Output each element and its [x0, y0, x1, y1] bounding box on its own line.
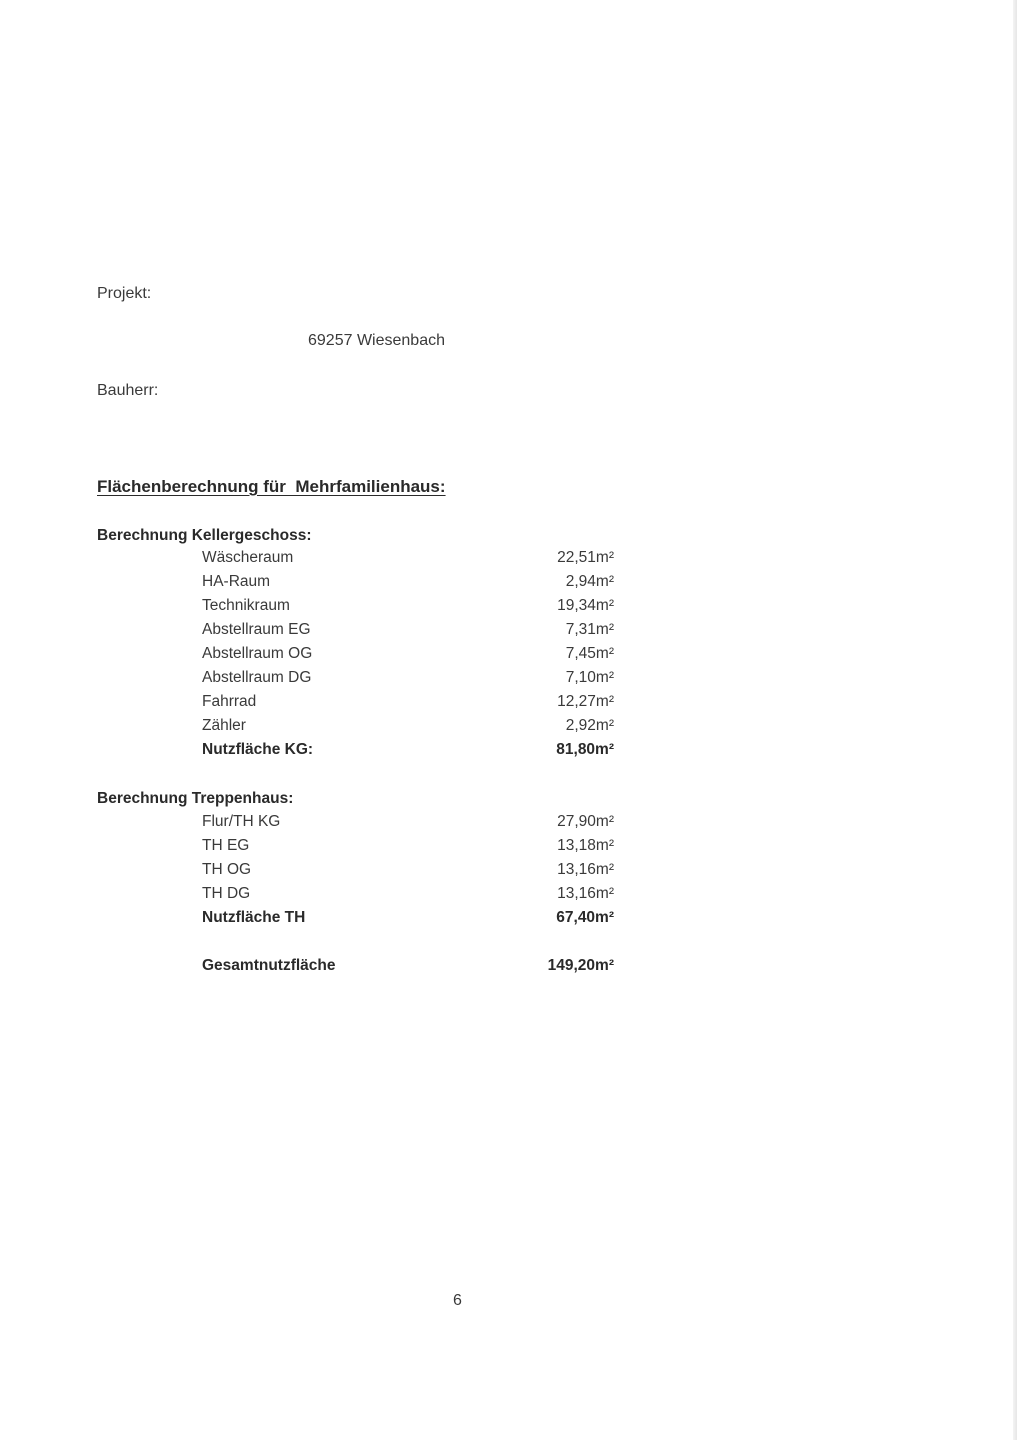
grand-total-value: 149,20m² — [547, 957, 614, 974]
table-row — [202, 861, 614, 885]
row-name: Zähler — [202, 717, 246, 734]
section-title-kellergeschoss: Berechnung Kellergeschoss: — [97, 527, 312, 544]
row-name: Abstellraum OG — [202, 645, 313, 662]
scan-edge — [1013, 0, 1017, 1440]
grand-total-label: Gesamtnutzfläche — [202, 957, 336, 974]
table-row — [202, 573, 614, 597]
page-number: 6 — [453, 1292, 462, 1309]
grand-total-row — [202, 957, 614, 981]
row-value: 2,92m² — [565, 717, 614, 734]
row-value: 19,34m² — [557, 597, 614, 614]
document-title: Flächenberechnung für Mehrfamilienhaus: — [97, 477, 446, 496]
row-name: TH OG — [202, 861, 252, 878]
row-value: 22,51m² — [557, 549, 614, 566]
subtotal-label: Nutzfläche KG: — [202, 741, 314, 758]
subtotal-value: 81,80m² — [556, 741, 614, 758]
row-name: TH EG — [202, 837, 250, 854]
table-row — [202, 717, 614, 741]
table-row — [202, 693, 614, 717]
row-name: Wäscheraum — [202, 549, 294, 566]
subtotal-row-th — [202, 909, 614, 933]
row-name: Technikraum — [202, 597, 290, 614]
table-row — [202, 549, 614, 573]
row-value: 7,31m² — [565, 621, 614, 638]
row-name: Abstellraum EG — [202, 621, 311, 638]
row-value: 13,16m² — [557, 861, 614, 878]
row-value: 27,90m² — [557, 813, 614, 830]
table-row — [202, 885, 614, 909]
row-value: 13,18m² — [557, 837, 614, 854]
row-value: 7,10m² — [565, 669, 614, 686]
subtotal-value: 67,40m² — [556, 909, 614, 926]
table-row — [202, 669, 614, 693]
table-row — [202, 645, 614, 669]
table-row — [202, 837, 614, 861]
table-row — [202, 597, 614, 621]
row-name: HA-Raum — [202, 573, 271, 590]
row-value: 2,94m² — [565, 573, 614, 590]
row-name: Abstellraum DG — [202, 669, 312, 686]
subtotal-label: Nutzfläche TH — [202, 909, 306, 926]
bauherr-label: Bauherr: — [97, 382, 159, 399]
subtotal-row-kg — [202, 741, 614, 765]
row-name: Flur/TH KG — [202, 813, 281, 830]
projekt-label: Projekt: — [97, 285, 152, 302]
project-address: 69257 Wiesenbach — [308, 332, 445, 349]
row-value: 13,16m² — [557, 885, 614, 902]
table-row — [202, 621, 614, 645]
row-name: Fahrrad — [202, 693, 257, 710]
row-value: 7,45m² — [565, 645, 614, 662]
table-row — [202, 813, 614, 837]
section-title-treppenhaus: Berechnung Treppenhaus: — [97, 790, 294, 807]
row-name: TH DG — [202, 885, 251, 902]
row-value: 12,27m² — [557, 693, 614, 710]
